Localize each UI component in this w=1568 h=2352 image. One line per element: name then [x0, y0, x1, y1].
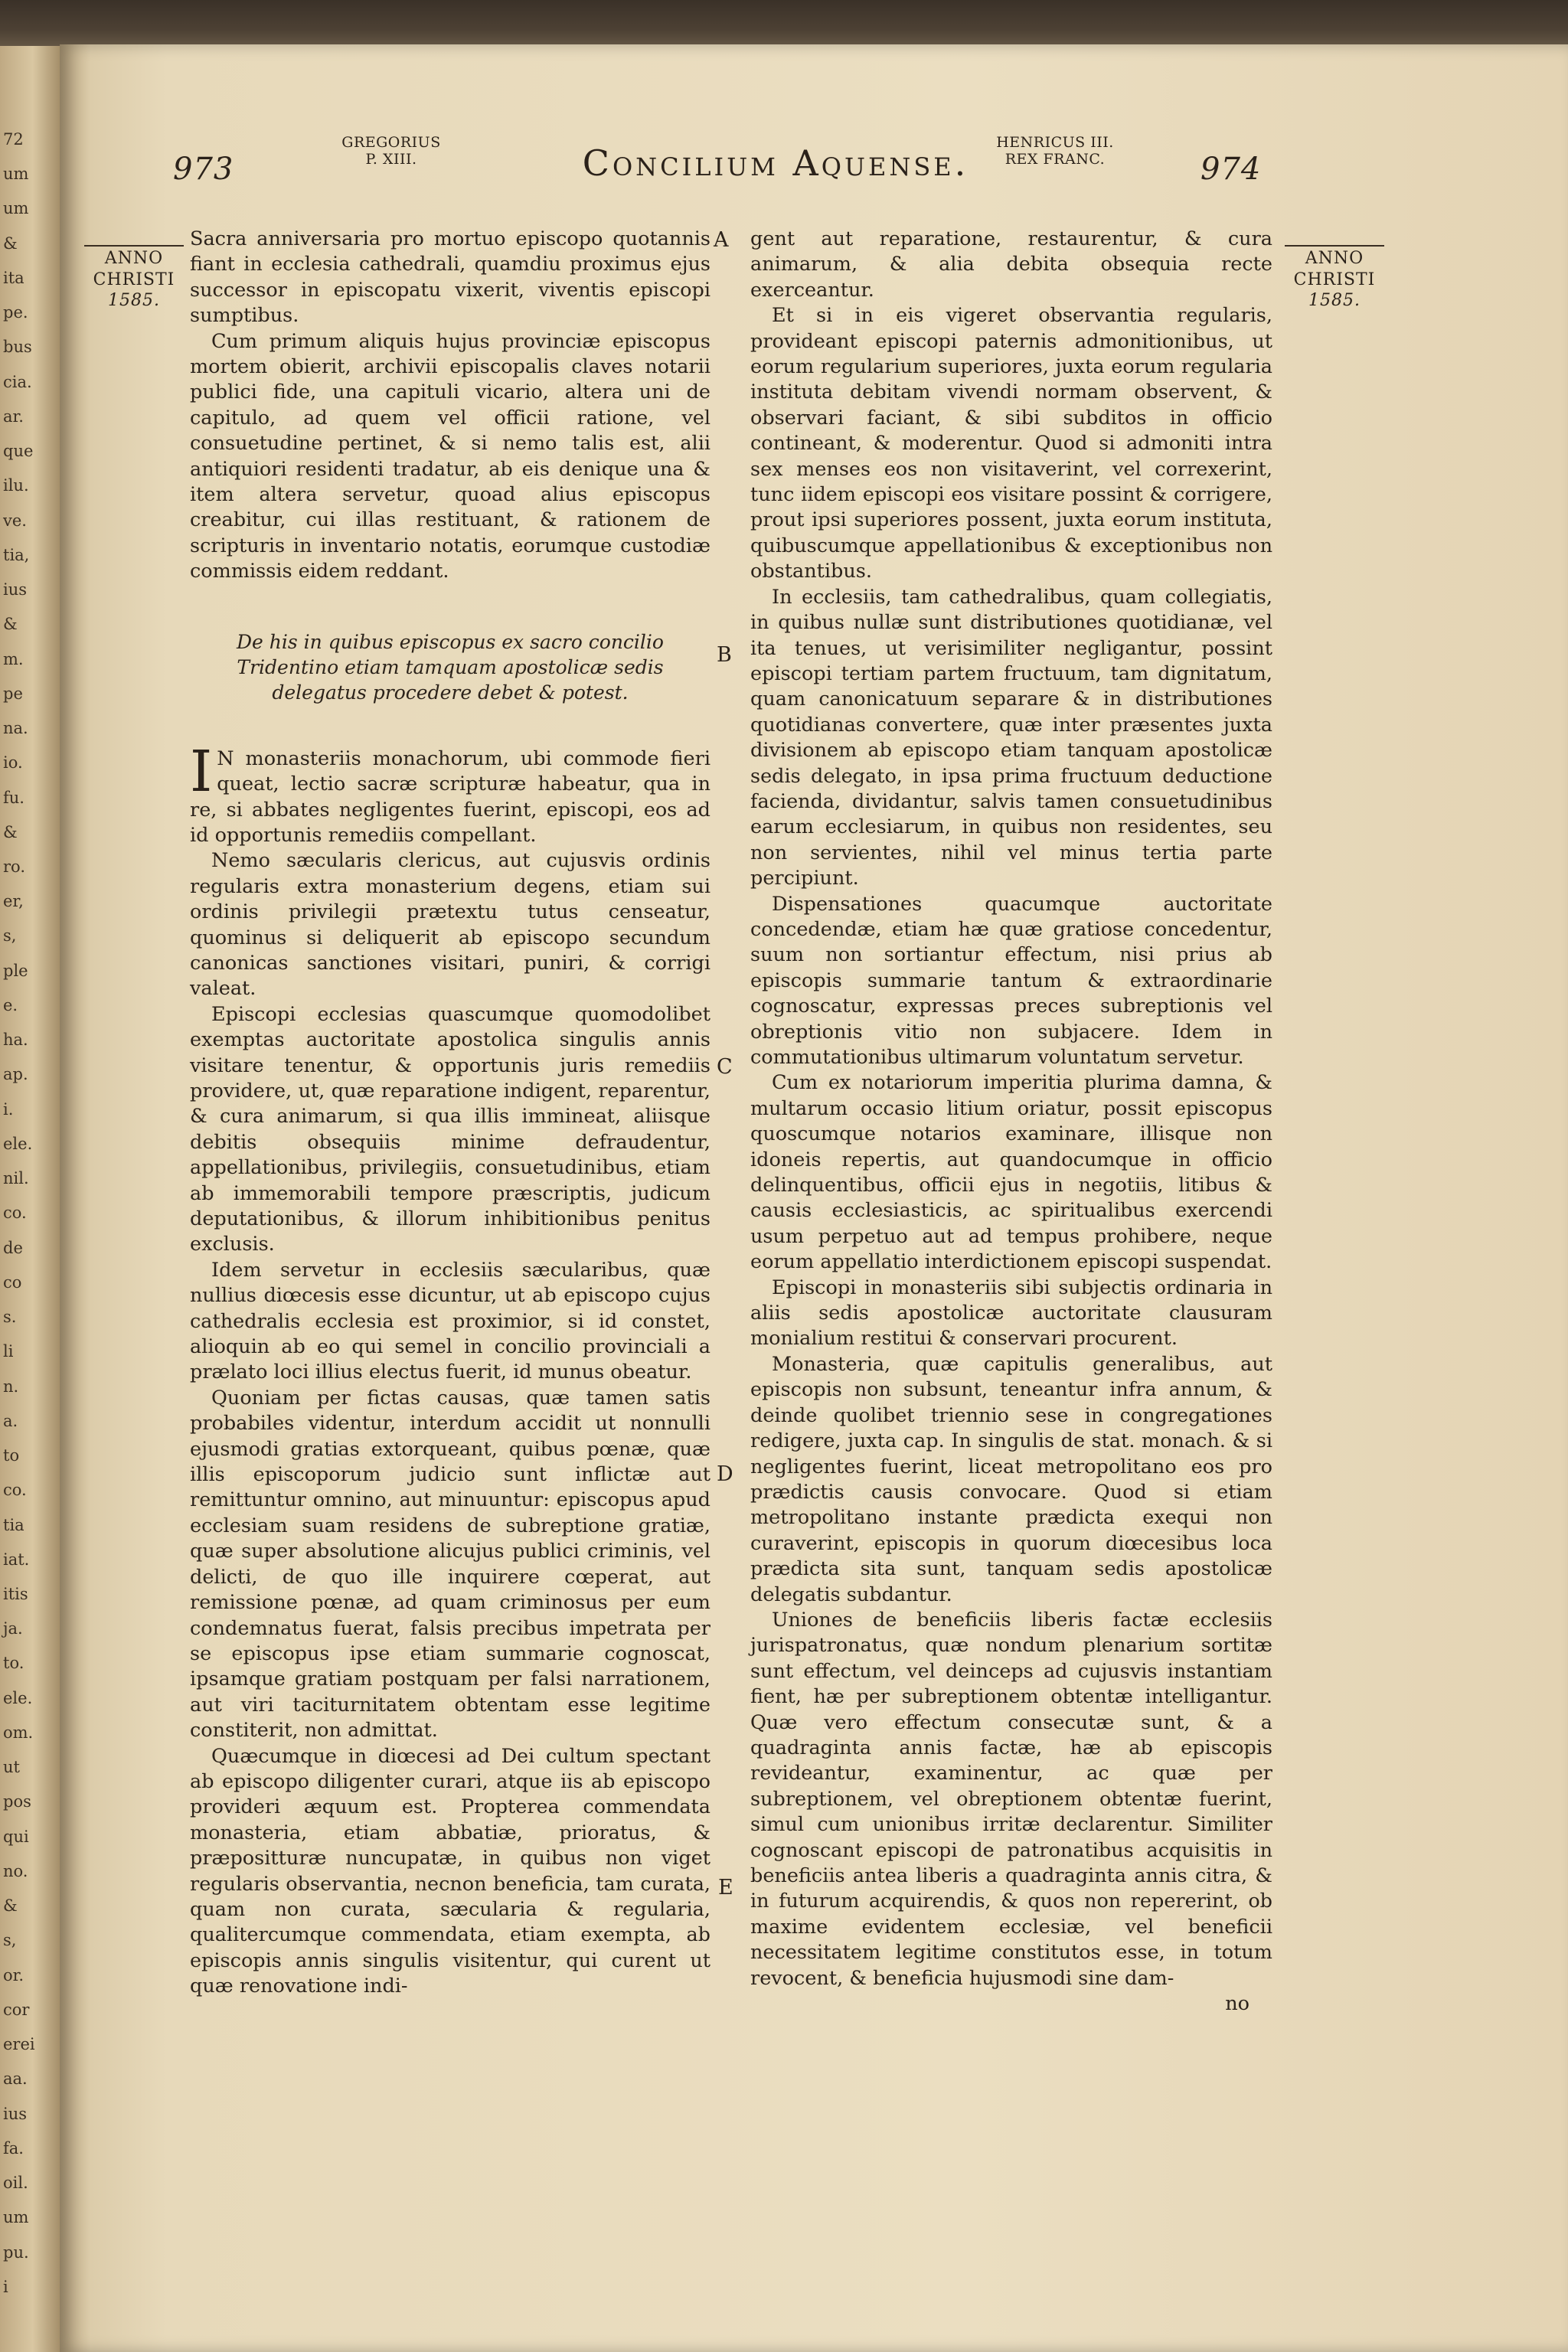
- paragraph: Quoniam per fictas causas, quæ tamen satis probabiles videntur, interdum accidit ut nonnulli ejusmodi gratias extorqueant, quibus pœnæ, quæ illis episcoporum judicio sunt inflictæ aut remittuntur omnino, aut minuuntur: episcopus apud ecclesiam suam residens de subreptione gratiæ, quæ super absolutione alicujus publici criminis, vel delicti, de quo ille inquirere cœperat, aut remissione pœnæ, ad quam criminosus per eum condemnatus fuerat, falsis precibus impetrata per se episcopus ipse etiam summarie cognoscat, ipsamque gratiam postquam per falsi narrationem, aut viri taciturnitatem obtentam esse legitime constiterit, non admittat.: [190, 1386, 710, 1743]
- previous-page-fragment: co.: [3, 1204, 27, 1222]
- section-heading: De his in quibus episcopus ex sacro concilio Tridentino etiam tamquam apostolicæ sedis delegatus procedere debet & potest.: [237, 630, 664, 704]
- previous-page-fragment: om.: [3, 1723, 34, 1742]
- paragraph: Idem servetur in ecclesiis sæcularibus, quæ nullius diœcesis esse dicuntur, ut ab episcopo cujus cathedralis ecclesia est proximior, si id constet, alioquin ab eo qui semel in concilio provinciali a prælato loci illius electus fuerit, id munus obeatur.: [190, 1258, 710, 1384]
- year-note-right: ANNO CHRISTI 1585.: [1285, 245, 1384, 312]
- previous-page-fragment: qui: [3, 1828, 29, 1846]
- previous-page-fragment: s,: [3, 1931, 17, 1949]
- previous-page-fragment: tia,: [3, 546, 30, 564]
- previous-page-fragment: io.: [3, 753, 23, 772]
- previous-page-fragment: er,: [3, 892, 24, 910]
- previous-page-fragment: pe: [3, 684, 23, 703]
- drop-capital: I: [190, 738, 213, 805]
- previous-page-fragment: &: [3, 823, 18, 841]
- paragraph: Monasteria, quæ capitulis generalibus, aut episcopis non subsunt, teneantur infra annum, & deinde quolibet triennio sese in congregationes redigere, juxta cap. In singulis de stat. monach. & si negligentes fuerint, liceat metropolitano eos pro prædictis causis convocare. Quod si etiam metropolitano instante prædicta exequi non curaverint, episcopis in quorum diœcesibus loca prædicta sita sunt, tanquam sedis apostolicæ delegatis subdantur.: [750, 1352, 1272, 1606]
- previous-page-fragment: que: [3, 442, 34, 460]
- previous-page-fragment: ha.: [3, 1031, 28, 1049]
- previous-page-fragment: li: [3, 1342, 14, 1361]
- previous-page-fragment: itis: [3, 1585, 28, 1603]
- previous-page-fragment: pu.: [3, 2243, 29, 2262]
- margin-letter-a: A: [714, 228, 729, 252]
- previous-page-fragment: to.: [3, 1654, 24, 1672]
- previous-page-fragment: ius: [3, 580, 28, 599]
- right-page-number: 974: [1200, 152, 1262, 187]
- margin-letter-b: B: [717, 643, 732, 667]
- previous-page-fragment: ap.: [3, 1065, 28, 1083]
- previous-page-fragment: um: [3, 199, 29, 217]
- previous-page-fragment: ele.: [3, 1135, 33, 1153]
- paragraph: Quæcumque in diœcesi ad Dei cultum spectant ab episcopo diligenter curari, atque iis ab episcopo provideri æquum est. Propterea commendata monasteria, etiam abbatiæ, prioratus, & præpositturæ nuncupatæ, in quibus non viget regularis observantia, necnon beneficia, tam curata, quam non curata, sæcularia & regularia, qualitercumque commendata, etiam exempta, ab episcopis annis singulis visitentur, qui curent ut quæ renovatione indi-: [190, 1744, 710, 1998]
- previous-page-fragment: ita: [3, 269, 24, 287]
- right-column: [750, 227, 1272, 2017]
- previous-page-fragment: bus: [3, 338, 32, 356]
- previous-page-fragment: um: [3, 2208, 29, 2226]
- paragraph: Episcopi in monasteriis sibi subjectis ordinaria in aliis sedis apostolicæ auctoritate clausuram monialium restitui & conservari procurent.: [750, 1276, 1272, 1351]
- previous-page-fragment: nil.: [3, 1169, 29, 1187]
- previous-page-edge: [0, 46, 60, 2352]
- previous-page-fragment: co: [3, 1273, 22, 1292]
- paragraph: Et si in eis vigeret observantia regularis, provideant episcopi paternis admonitionibus, ut eorum regularium superiores, juxta eorum regularia instituta debitam vivendi normam observent, & observari faciant, & sibi subditos in officio contineant, & moderentur. Quod si admoniti intra sex menses eos non visitaverint, vel correxerint, tunc iidem episcopi eos visitare possint & corrigere, prout ipsi superiores possent, juxta eorum instituta, quibuscumque appellationibus & exceptionibus non obstantibus.: [750, 304, 1272, 583]
- previous-page-fragment: fa.: [3, 2139, 24, 2158]
- previous-page-fragment: 72: [3, 130, 24, 149]
- previous-page-fragment: ar.: [3, 407, 24, 426]
- left-page-number: 973: [173, 152, 234, 187]
- previous-page-fragment: &: [3, 234, 18, 253]
- right-running-head: HENRICUS III. REX FRANC.: [996, 134, 1114, 168]
- book-page: [60, 44, 1568, 2352]
- previous-page-fragment: co.: [3, 1481, 27, 1499]
- previous-page-fragment: no.: [3, 1862, 28, 1880]
- previous-page-fragment: i: [3, 2278, 8, 2296]
- previous-page-fragment: cia.: [3, 373, 32, 391]
- previous-page-fragment: pos: [3, 1792, 31, 1811]
- previous-page-fragment: aa.: [3, 2069, 28, 2088]
- paragraph: In ecclesiis, tam cathedralibus, quam collegiatis, in quibus nullæ sunt distributiones quotidianæ, vel ita tenues, ut verisimiliter negligantur, possint episcopi tertiam partem fructuum, tam dignitatum, quam canonicatuum separare & in distributiones quotidianas convertere, quæ inter præsentes juxta divisionem ab episcopo etiam tanquam apostolicæ sedis delegato, in ipsa prima fructuum deductione facienda, dividantur, salvis tamen consuetudinibus earum ecclesiarum, in quibus non residentes, seu non servientes, nihil vel minus tertia parte percipiunt.: [750, 585, 1272, 890]
- previous-page-fragment: oil.: [3, 2174, 28, 2192]
- page-title: Concilium Aquense.: [582, 142, 969, 184]
- previous-page-fragment: erei: [3, 2035, 35, 2053]
- previous-page-fragment: i.: [3, 1100, 14, 1119]
- paragraph: Dispensationes quacumque auctoritate concedendæ, etiam hæ quæ gratiose concedentur, suum non sortiantur effectum, nisi prius ab episcopis summarie tantum & extraordinarie cognoscatur, expressas preces subreptionis vel obreptionis vitio non subjacere. Idem in commutationibus ultimarum voluntatum servetur.: [750, 892, 1272, 1069]
- previous-page-fragment: na.: [3, 719, 28, 737]
- margin-letter-e: E: [718, 1876, 733, 1900]
- paragraph: Cum ex notariorum imperitia plurima damna, & multarum occasio litium oriatur, possit episcopus quoscumque notarios examinare, illisque non idoneis repertis, aut quandocumque in officio delinquentibus, officii ejus in negotiis, litibus & causis ecclesiasticis, ac spiritualibus exercendi usum perpetuo aut ad tempus prohibere, neque eorum appellatio interdictionem episcopi suspendat.: [750, 1071, 1272, 1274]
- margin-letter-c: C: [717, 1055, 733, 1079]
- left-running-head: GREGORIUS P. XIII.: [341, 134, 441, 168]
- previous-page-fragment: s,: [3, 926, 17, 945]
- previous-page-fragment: ius: [3, 2105, 28, 2123]
- previous-page-fragment: ut: [3, 1758, 20, 1776]
- paragraph: Uniones de beneficiis liberis factæ ecclesiis jurispatronatus, quæ nondum plenarium sortitæ sunt effectum, vel deinceps ad cujusvis instantiam fient, hæ per subreptionem obtentæ intelligantur. Quæ vero effectum consecutæ sunt, & a quadraginta annis factæ, hæ ab episcopis revideantur, examinentur, ac quæ per subreptionem, vel obreptionem obtentæ fuerint, simul cum unionibus irritæ declarentur. Similiter cognoscant episcopi de patronatibus acquisitis in beneficiis antea liberis a quadraginta annis citra, & in futurum acquirendis, & quos non repererint, ob maxime evidentem ecclesiæ, vel beneficii necessitatem legitime constitutos esse, in totum revocent, & beneficia hujusmodi sine dam-: [750, 1608, 1272, 1990]
- previous-page-fragment: tia: [3, 1516, 24, 1534]
- previous-page-fragment: n.: [3, 1377, 19, 1396]
- previous-page-fragment: or.: [3, 1966, 24, 1984]
- previous-page-fragment: de: [3, 1239, 23, 1257]
- previous-page-fragment: ilu.: [3, 476, 29, 495]
- paragraph: gent aut reparatione, restaurentur, & cura animarum, & alia debita obsequia recte exerceantur.: [750, 227, 1272, 302]
- catchword: no: [1225, 1992, 1250, 2016]
- previous-page-fragment: pe.: [3, 303, 28, 322]
- previous-page-fragment: m.: [3, 650, 24, 668]
- paragraph: I N monasteriis monachorum, ubi commode fieri queat, lectio sacræ scripturæ habeatur, qua in re, si abbates negligentes fuerint, episcopi, eos ad id opportunis remediis compellant.: [190, 738, 710, 847]
- previous-page-fragment: cor: [3, 2001, 30, 2019]
- previous-page-fragment: iat.: [3, 1550, 30, 1569]
- previous-page-fragment: ro.: [3, 858, 25, 876]
- previous-page-fragment: &: [3, 1896, 18, 1915]
- paragraph: Sacra anniversaria pro mortuo episcopo quotannis fiant in ecclesia cathedrali, quamdiu proximus ejus successor in episcopatu vixerit, viventis episcopi sumptibus.: [190, 227, 710, 328]
- previous-page-fragment: ja.: [3, 1619, 23, 1638]
- previous-page-fragment: s.: [3, 1308, 17, 1326]
- previous-page-fragment: e.: [3, 996, 18, 1014]
- previous-page-fragment: um: [3, 165, 29, 183]
- previous-page-fragment: fu.: [3, 789, 24, 807]
- previous-page-fragment: &: [3, 615, 18, 633]
- previous-page-fragment: to: [3, 1446, 20, 1465]
- margin-letter-d: D: [717, 1462, 733, 1486]
- paragraph: Episcopi ecclesias quascumque quomodolibet exemptas auctoritate apostolica singulis annis visitare tenentur, & opportunis juris remediis providere, ut, quæ reparatione indigent, reparentur, & cura animarum, si qua illis immineat, aliisque debitis obsequiis minime defraudentur, appellationibus, privilegiis, consuetudinibus, etiam ab immemorabili tempore præscriptis, judicum deputationibus, & illorum inhibitionibus penitus exclusis.: [190, 1002, 710, 1256]
- year-note-left: ANNO CHRISTI 1585.: [84, 245, 184, 312]
- paragraph: Cum primum aliquis hujus provinciæ episcopus mortem obierit, archivii episcopalis claves notarii publici fide, una capituli vicario, altera uni de capitulo, ad quem vel officii ratione, vel consuetudine pertinet, & si nemo talis est, alii antiquiori residenti tradatur, ab eis denique una & item altera servetur, quoad alius episcopus creabitur, cui illas restituant, & rationem de scripturis in inventario notatis, eorumque custodiæ commissis eidem reddant.: [190, 329, 710, 583]
- paragraph: Nemo sæcularis clericus, aut cujusvis ordinis regularis extra monasterium degens, etiam sui ordinis privilegii prætextu tutus censeatur, quominus si deliquerit ab episcopo secundum canonicas sanctiones visitari, puniri, & corrigi valeat.: [190, 849, 710, 1001]
- previous-page-fragment: ele.: [3, 1689, 33, 1707]
- left-column: [190, 227, 710, 2000]
- previous-page-fragment: ve.: [3, 511, 27, 530]
- previous-page-fragment: a.: [3, 1412, 18, 1430]
- previous-page-fragment: ple: [3, 962, 28, 980]
